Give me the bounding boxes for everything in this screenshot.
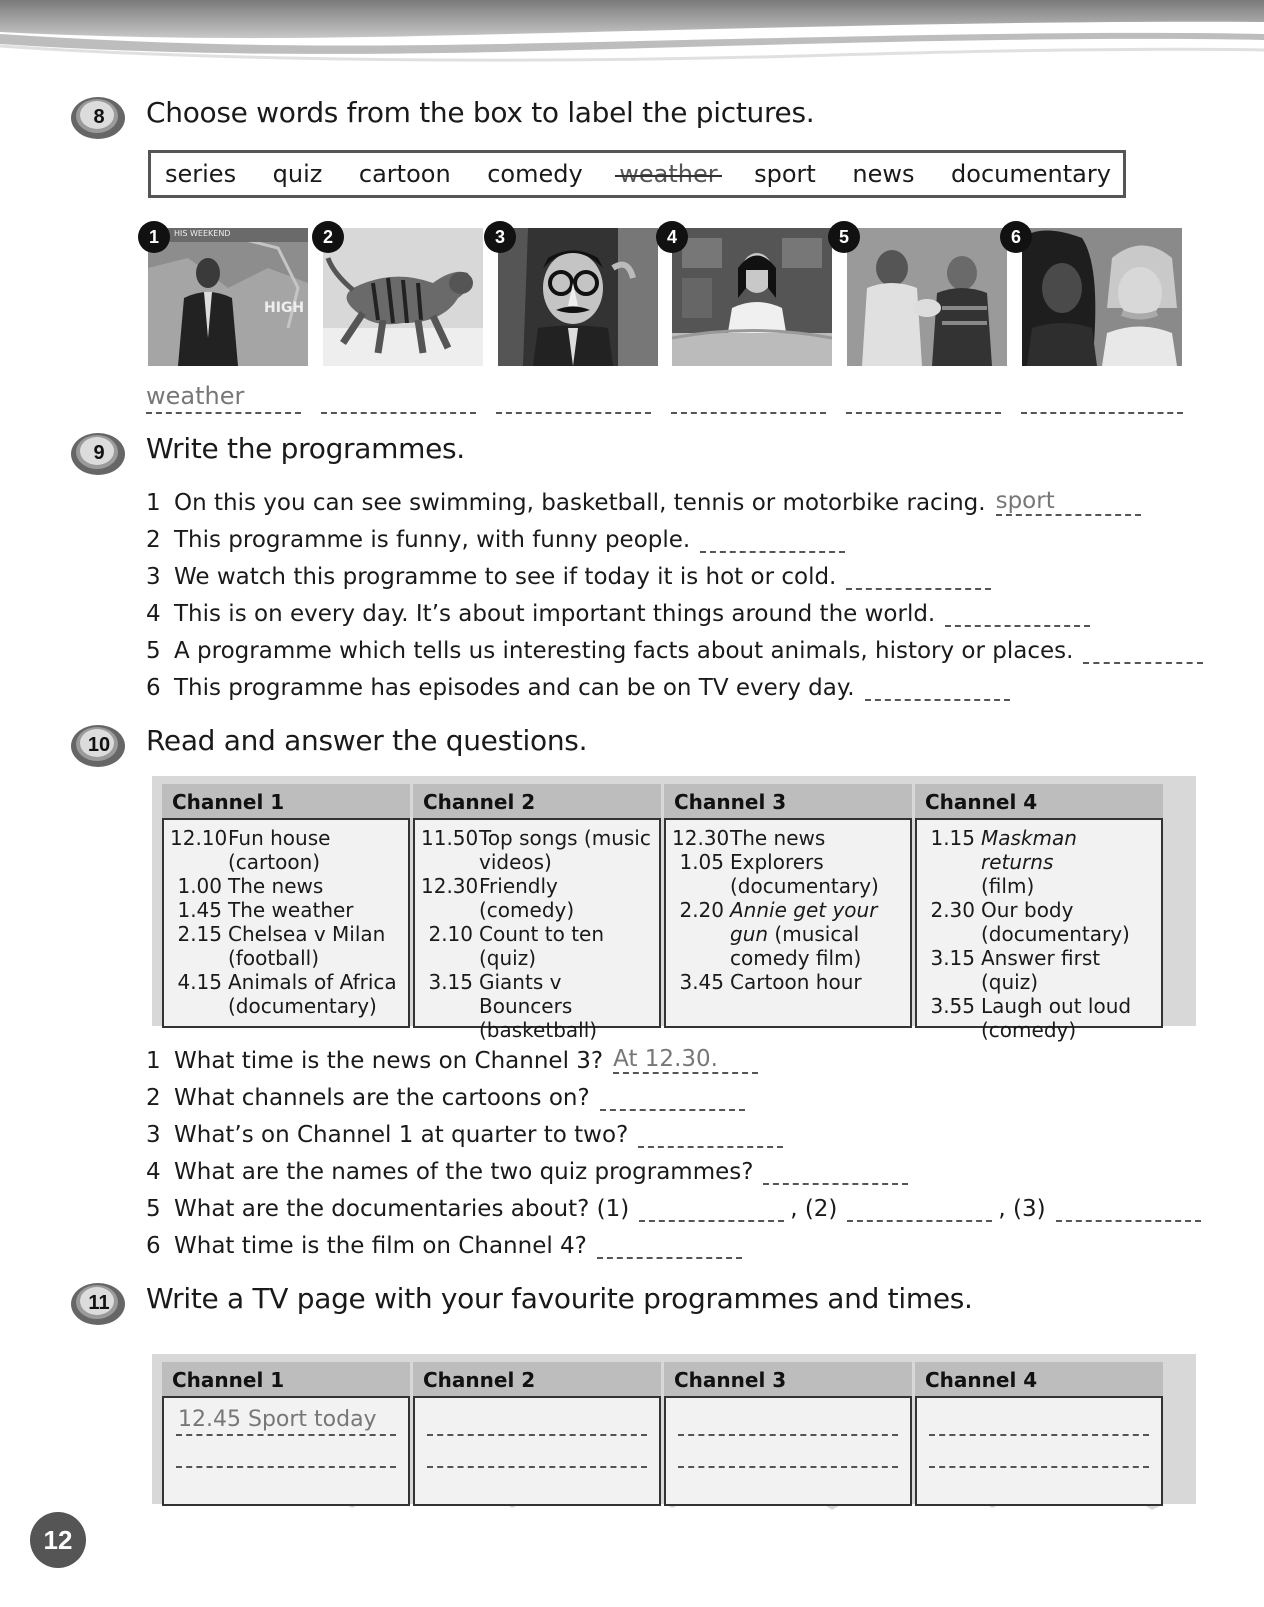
programme-entry [170,874,402,898]
question-number: 4 [146,1159,161,1185]
question-text: On this you can see swimming, basketball, tennis or motorbike racing. [174,490,986,516]
channel-header: Channel 3 [664,1362,912,1396]
programme-entry [170,970,402,994]
programme-note: comedy film) [730,946,862,970]
write-line[interactable] [176,1404,396,1436]
separator-label: , (2) [790,1196,838,1222]
answer-line[interactable] [146,384,301,414]
programme-note: videos) [479,850,552,874]
picture-number: 2 [312,221,344,253]
programme-time: 3.15 [428,970,473,994]
question-item [146,1229,742,1259]
programme-entry [672,850,904,874]
programme-title: The news [228,874,324,898]
channel-header: Channel 1 [162,1362,410,1396]
programme-title: gun [730,922,769,946]
programme-note: (documentary) [228,994,377,1018]
programme-time: 3.15 [930,946,975,970]
programme-entry [170,922,402,946]
programme-time: 2.30 [930,898,975,922]
programme-title: Our body [981,898,1074,922]
question-item [146,1044,758,1074]
channel-listing [915,818,1163,1042]
answer-line[interactable] [995,488,1141,516]
programme-title: Annie get your [730,898,878,922]
question-item [146,486,1141,516]
programme-entry [923,1018,1155,1042]
tv-schedule [152,776,1196,1042]
question-number: 3 [146,564,161,590]
programme-entry [923,946,1155,970]
programme-entry [923,898,1155,922]
channel-column [664,1362,912,1506]
channel-column [664,784,912,1028]
programme-note: (basketball) [479,1018,598,1042]
programme-entry [170,994,402,1018]
word-item: quiz [272,160,323,188]
question-text: What’s on Channel 1 at quarter to two? [174,1122,629,1148]
question-item [146,1081,745,1111]
answer-line[interactable] [763,1163,908,1185]
programme-entry [923,826,1155,874]
word-item: sport [754,160,816,188]
question-text: This programme has episodes and can be on TV every day. [174,675,855,701]
word-item: comedy [487,160,583,188]
word-item: documentary [951,160,1111,188]
programme-time: 2.10 [428,922,473,946]
programme-entry [170,898,402,922]
photo-two-girls [1022,228,1182,366]
question-text: What time is the news on Channel 3? [174,1048,604,1074]
example-answer: 12.45 Sport today [178,1407,377,1432]
question-text: What are the documentaries about? (1) [174,1196,630,1222]
programme-entry [672,946,904,970]
channel-header: Channel 1 [162,784,410,818]
photo-news-presenter [672,228,832,366]
answer-line[interactable] [847,1200,992,1222]
programme-time: 11.50 [421,826,479,850]
question-number: 5 [146,1196,161,1222]
question-item [146,671,1010,701]
channel-column [162,1362,410,1506]
channel-listing [413,818,661,1042]
question-number: 6 [146,1233,161,1259]
question-item [146,1192,1201,1222]
programme-time: 12.10 [170,826,228,850]
programme-note: (film) [981,874,1035,898]
answer-line[interactable] [1021,384,1183,414]
programme-time: 3.45 [679,970,724,994]
programme-note: (documentary) [981,922,1130,946]
exercise-number-badge [70,94,128,140]
programme-time: 12.30 [421,874,479,898]
question-number: 3 [146,1122,161,1148]
photo-weather-presenter [148,228,308,366]
question-number: 2 [146,527,161,553]
programme-time: 1.45 [177,898,222,922]
question-item [146,523,845,553]
channel-header: Channel 4 [915,784,1163,818]
programme-entry [672,922,904,946]
exercise-title: Write the programmes. [146,432,465,465]
word-item: series [165,160,237,188]
programme-time: 2.15 [177,922,222,946]
programme-entry [923,970,1155,994]
answer-line[interactable] [496,384,651,414]
exercise-number: 8 [93,105,105,128]
channel-listing [915,1396,1163,1506]
picture-number: 1 [138,221,170,253]
programme-entry [923,994,1155,1018]
question-number: 1 [146,1048,161,1074]
write-line[interactable] [427,1436,647,1468]
separator-label: , (3) [998,1196,1046,1222]
question-text: What are the names of the two quiz programmes? [174,1159,754,1185]
channel-column [915,784,1163,1042]
crossed-out-word: weather [619,160,718,188]
photo-caption: HIGH [264,300,305,316]
question-item [146,1155,908,1185]
write-line[interactable] [427,1404,647,1436]
programme-note: (quiz) [981,970,1039,994]
answer-line[interactable] [639,1200,784,1222]
programme-entry [170,946,402,970]
programme-title: Animals of Africa [228,970,397,994]
exercise-number-badge [70,722,128,768]
channel-header: Channel 4 [915,1362,1163,1396]
write-line[interactable] [929,1436,1149,1468]
question-item [146,597,1090,627]
answer-line[interactable] [865,679,1010,701]
programme-entry [421,922,653,946]
answer-line[interactable] [846,568,991,590]
write-line[interactable] [678,1436,898,1468]
example-answer: sport [995,488,1055,514]
programme-entry [170,850,402,874]
programme-entry [421,970,653,1018]
exercise-title: Choose words from the box to label the pictures. [146,96,815,129]
answer-line[interactable] [600,1089,745,1111]
write-line[interactable] [678,1404,898,1436]
programme-time: 4.15 [177,970,222,994]
programme-note: (cartoon) [228,850,321,874]
tv-page-template [152,1354,1196,1504]
exercise-number: 10 [87,733,111,756]
write-line[interactable] [176,1436,396,1468]
channel-column [413,784,661,1042]
programme-entry [421,850,653,874]
answer-line[interactable] [945,605,1090,627]
example-answer: At 12.30. [613,1046,718,1072]
answer-line[interactable] [638,1126,783,1148]
word-box [148,150,1126,198]
answer-line[interactable] [846,384,1001,414]
programme-title: Chelsea v Milan [228,922,386,946]
question-item [146,560,991,590]
question-text: A programme which tells us interesting facts about animals, history or places. [174,638,1074,664]
question-text: We watch this programme to see if today it is hot or cold. [174,564,837,590]
photo-caption: HIS WEEKEND [174,229,231,238]
exercise-number-badge [70,1280,128,1326]
picture-number: 5 [828,221,860,253]
example-answer: weather [146,382,245,410]
channel-listing [664,818,912,1028]
question-number: 1 [146,490,161,516]
answer-line[interactable] [613,1046,758,1074]
answer-line[interactable] [597,1237,742,1259]
channel-header: Channel 2 [413,1362,661,1396]
question-item [146,1118,783,1148]
channel-listing [664,1396,912,1506]
programme-entry [923,874,1155,898]
channel-listing [162,1396,410,1506]
programme-title: Maskman returns [981,826,1077,874]
programme-entry [421,874,653,922]
programme-entry [672,826,904,850]
programme-entry [170,826,402,850]
programme-time: 12.30 [672,826,730,850]
programme-time: 1.15 [930,826,975,850]
programme-entry [672,898,904,922]
answer-line[interactable] [1056,1200,1201,1222]
channel-header: Channel 2 [413,784,661,818]
channel-listing [162,818,410,1028]
photo-comedian [498,228,658,366]
programme-title: Giants v Bouncers [479,970,573,1018]
channel-column [413,1362,661,1506]
answer-line[interactable] [1083,642,1203,664]
exercise-number: 11 [88,1291,110,1314]
answer-line[interactable] [671,384,826,414]
programme-title: Friendly (comedy) [479,874,575,922]
programme-title: Cartoon hour [730,970,862,994]
programme-title: Count to ten [479,922,605,946]
programme-entry [421,826,653,850]
top-decorative-band [0,0,1264,70]
question-text: What time is the film on Channel 4? [174,1233,587,1259]
picture-number: 6 [1000,221,1032,253]
programme-title: The weather [228,898,354,922]
programme-title: Fun house [228,826,331,850]
programme-title: The news [730,826,826,850]
programme-entry [421,1018,653,1042]
question-number: 2 [146,1085,161,1111]
exercise-title: Write a TV page with your favourite programmes and times. [146,1282,973,1315]
channel-column [915,1362,1163,1506]
programme-title: Top songs (music [479,826,651,850]
picture-number: 3 [484,221,516,253]
page-number: 12 [30,1512,86,1568]
picture-number: 4 [656,221,688,253]
programme-entry [421,946,653,970]
photo-tiger [323,228,483,366]
write-line[interactable] [929,1404,1149,1436]
question-text: This is on every day. It’s about important things around the world. [174,601,936,627]
programme-entry [672,970,904,994]
programme-title: Explorers [730,850,824,874]
answer-line[interactable] [321,384,476,414]
question-text: This programme is funny, with funny people. [174,527,691,553]
programme-time: 1.00 [177,874,222,898]
word-item: cartoon [358,160,451,188]
programme-time: 3.55 [930,994,975,1018]
programme-title: Laugh out loud [981,994,1132,1018]
programme-note: (comedy) [981,1018,1077,1042]
programme-time: 1.05 [679,850,724,874]
programme-note: (musical [774,922,860,946]
programme-note: (quiz) [479,946,537,970]
channel-listing [413,1396,661,1506]
exercise-number-badge [70,430,128,476]
exercise-number: 9 [93,441,105,464]
question-text: What channels are the cartoons on? [174,1085,590,1111]
question-number: 5 [146,638,161,664]
programme-title: Answer first [981,946,1101,970]
programme-entry [672,874,904,898]
programme-entry [923,922,1155,946]
programme-note: (documentary) [730,874,879,898]
programme-note: (football) [228,946,320,970]
channel-header: Channel 3 [664,784,912,818]
word-item: news [852,160,915,188]
channel-column [162,784,410,1028]
question-number: 4 [146,601,161,627]
question-item [146,634,1203,664]
exercise-title: Read and answer the questions. [146,724,588,757]
photo-rugby-players [847,228,1007,366]
question-number: 6 [146,675,161,701]
programme-time: 2.20 [679,898,724,922]
answer-line[interactable] [700,531,845,553]
